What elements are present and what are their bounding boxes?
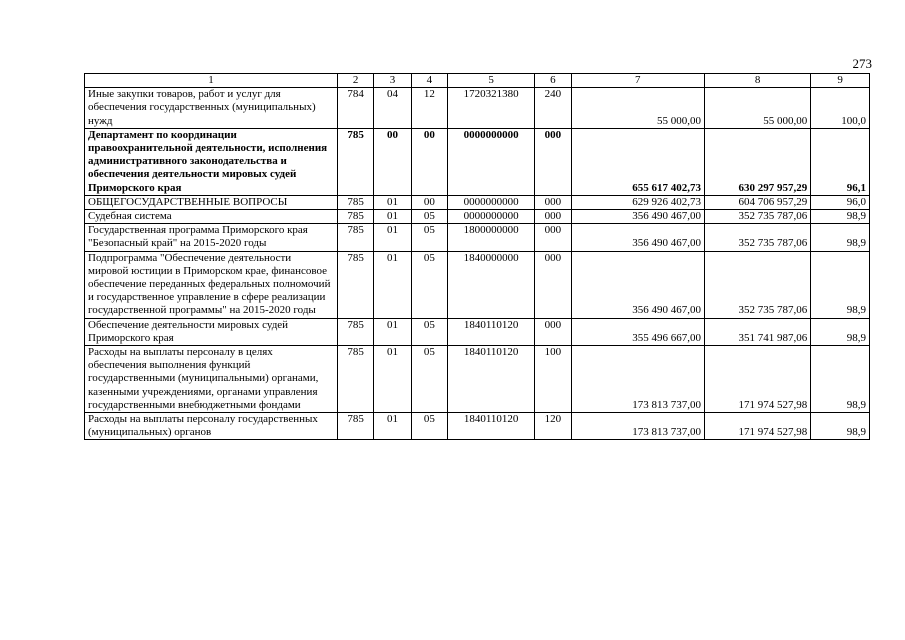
row-subsection-cell: 00 <box>411 128 447 195</box>
table-row <box>85 210 870 224</box>
row-actual-amount-cell: 352 735 787,06 <box>705 251 811 318</box>
row-target-article-cell: 1840110120 <box>448 346 535 413</box>
row-percent-cell: 98,9 <box>811 346 870 413</box>
column-header: 1 <box>85 74 338 88</box>
row-actual-amount-cell: 171 974 527,98 <box>705 413 811 440</box>
row-section-cell: 01 <box>374 413 411 440</box>
row-expense-type-cell: 000 <box>535 210 571 224</box>
row-subsection-cell: 12 <box>411 88 447 129</box>
column-header: 4 <box>411 74 447 88</box>
table-row <box>85 224 870 251</box>
row-planned-amount-cell: 173 813 737,00 <box>571 413 705 440</box>
row-name-cell: Департамент по координации правоохранительной деятельности, исполнения административного законодательства и обеспечения деятельности мировых судей Приморского края <box>85 128 338 195</box>
row-expense-type-cell: 000 <box>535 251 571 318</box>
row-target-article-cell: 1840110120 <box>448 318 535 345</box>
row-expense-type-cell: 000 <box>535 128 571 195</box>
row-name-cell: Расходы на выплаты персоналу государственных (муниципальных) органов <box>85 413 338 440</box>
table-row <box>85 318 870 345</box>
row-section-cell: 01 <box>374 346 411 413</box>
row-planned-amount-cell: 655 617 402,73 <box>571 128 705 195</box>
row-subsection-cell: 05 <box>411 224 447 251</box>
row-subsection-cell: 05 <box>411 251 447 318</box>
table-row <box>85 346 870 413</box>
row-subsection-cell: 00 <box>411 195 447 209</box>
page-number: 273 <box>852 56 872 71</box>
budget-table <box>84 73 870 440</box>
row-section-cell: 01 <box>374 224 411 251</box>
row-section-cell: 01 <box>374 210 411 224</box>
row-code-cell: 785 <box>337 128 373 195</box>
table-row <box>85 88 870 129</box>
row-percent-cell: 98,9 <box>811 210 870 224</box>
row-actual-amount-cell: 55 000,00 <box>705 88 811 129</box>
row-planned-amount-cell: 355 496 667,00 <box>571 318 705 345</box>
row-actual-amount-cell: 604 706 957,29 <box>705 195 811 209</box>
row-target-article-cell: 1840110120 <box>448 413 535 440</box>
row-section-cell: 01 <box>374 251 411 318</box>
row-section-cell: 04 <box>374 88 411 129</box>
row-section-cell: 01 <box>374 195 411 209</box>
column-header: 8 <box>705 74 811 88</box>
row-name-cell: ОБЩЕГОСУДАРСТВЕННЫЕ ВОПРОСЫ <box>85 195 338 209</box>
column-header: 3 <box>374 74 411 88</box>
row-target-article-cell: 1800000000 <box>448 224 535 251</box>
row-actual-amount-cell: 352 735 787,06 <box>705 224 811 251</box>
row-code-cell: 785 <box>337 318 373 345</box>
row-actual-amount-cell: 352 735 787,06 <box>705 210 811 224</box>
row-target-article-cell: 0000000000 <box>448 210 535 224</box>
row-code-cell: 785 <box>337 210 373 224</box>
row-code-cell: 785 <box>337 251 373 318</box>
row-code-cell: 785 <box>337 346 373 413</box>
row-subsection-cell: 05 <box>411 210 447 224</box>
table-header-row <box>85 74 870 88</box>
row-name-cell: Государственная программа Приморского края "Безопасный край" на 2015-2020 годы <box>85 224 338 251</box>
row-code-cell: 785 <box>337 413 373 440</box>
row-percent-cell: 98,9 <box>811 413 870 440</box>
row-subsection-cell: 05 <box>411 346 447 413</box>
column-header: 5 <box>448 74 535 88</box>
row-percent-cell: 96,0 <box>811 195 870 209</box>
table-row <box>85 251 870 318</box>
row-expense-type-cell: 000 <box>535 195 571 209</box>
row-percent-cell: 98,9 <box>811 251 870 318</box>
row-section-cell: 01 <box>374 318 411 345</box>
row-actual-amount-cell: 171 974 527,98 <box>705 346 811 413</box>
row-planned-amount-cell: 356 490 467,00 <box>571 210 705 224</box>
row-section-cell: 00 <box>374 128 411 195</box>
row-code-cell: 784 <box>337 88 373 129</box>
row-percent-cell: 98,9 <box>811 318 870 345</box>
row-planned-amount-cell: 55 000,00 <box>571 88 705 129</box>
row-code-cell: 785 <box>337 224 373 251</box>
row-subsection-cell: 05 <box>411 318 447 345</box>
row-expense-type-cell: 000 <box>535 224 571 251</box>
row-expense-type-cell: 120 <box>535 413 571 440</box>
row-name-cell: Подпрограмма "Обеспечение деятельности мировой юстиции в Приморском крае, финансовое обеспечение переданных федеральных полномочий и государственное управление в сфере реализации государственной программы" на 2015-2020 годы <box>85 251 338 318</box>
row-planned-amount-cell: 356 490 467,00 <box>571 224 705 251</box>
table-row <box>85 195 870 209</box>
row-target-article-cell: 0000000000 <box>448 128 535 195</box>
row-expense-type-cell: 240 <box>535 88 571 129</box>
row-name-cell: Иные закупки товаров, работ и услуг для обеспечения государственных (муниципальных) нужд <box>85 88 338 129</box>
row-actual-amount-cell: 630 297 957,29 <box>705 128 811 195</box>
row-expense-type-cell: 000 <box>535 318 571 345</box>
table-row <box>85 128 870 195</box>
column-header: 2 <box>337 74 373 88</box>
column-header: 7 <box>571 74 705 88</box>
row-planned-amount-cell: 356 490 467,00 <box>571 251 705 318</box>
row-name-cell: Обеспечение деятельности мировых судей Приморского края <box>85 318 338 345</box>
row-name-cell: Судебная система <box>85 210 338 224</box>
row-target-article-cell: 1840000000 <box>448 251 535 318</box>
row-actual-amount-cell: 351 741 987,06 <box>705 318 811 345</box>
row-expense-type-cell: 100 <box>535 346 571 413</box>
column-header: 9 <box>811 74 870 88</box>
row-code-cell: 785 <box>337 195 373 209</box>
row-target-article-cell: 1720321380 <box>448 88 535 129</box>
row-target-article-cell: 0000000000 <box>448 195 535 209</box>
row-name-cell: Расходы на выплаты персоналу в целях обеспечения выполнения функций государственными (муниципальными) органами, казенными учреждениями, органами управления государственными внебюджетными фондами <box>85 346 338 413</box>
row-subsection-cell: 05 <box>411 413 447 440</box>
row-planned-amount-cell: 173 813 737,00 <box>571 346 705 413</box>
row-percent-cell: 100,0 <box>811 88 870 129</box>
row-planned-amount-cell: 629 926 402,73 <box>571 195 705 209</box>
row-percent-cell: 96,1 <box>811 128 870 195</box>
column-header: 6 <box>535 74 571 88</box>
row-percent-cell: 98,9 <box>811 224 870 251</box>
table-row <box>85 413 870 440</box>
